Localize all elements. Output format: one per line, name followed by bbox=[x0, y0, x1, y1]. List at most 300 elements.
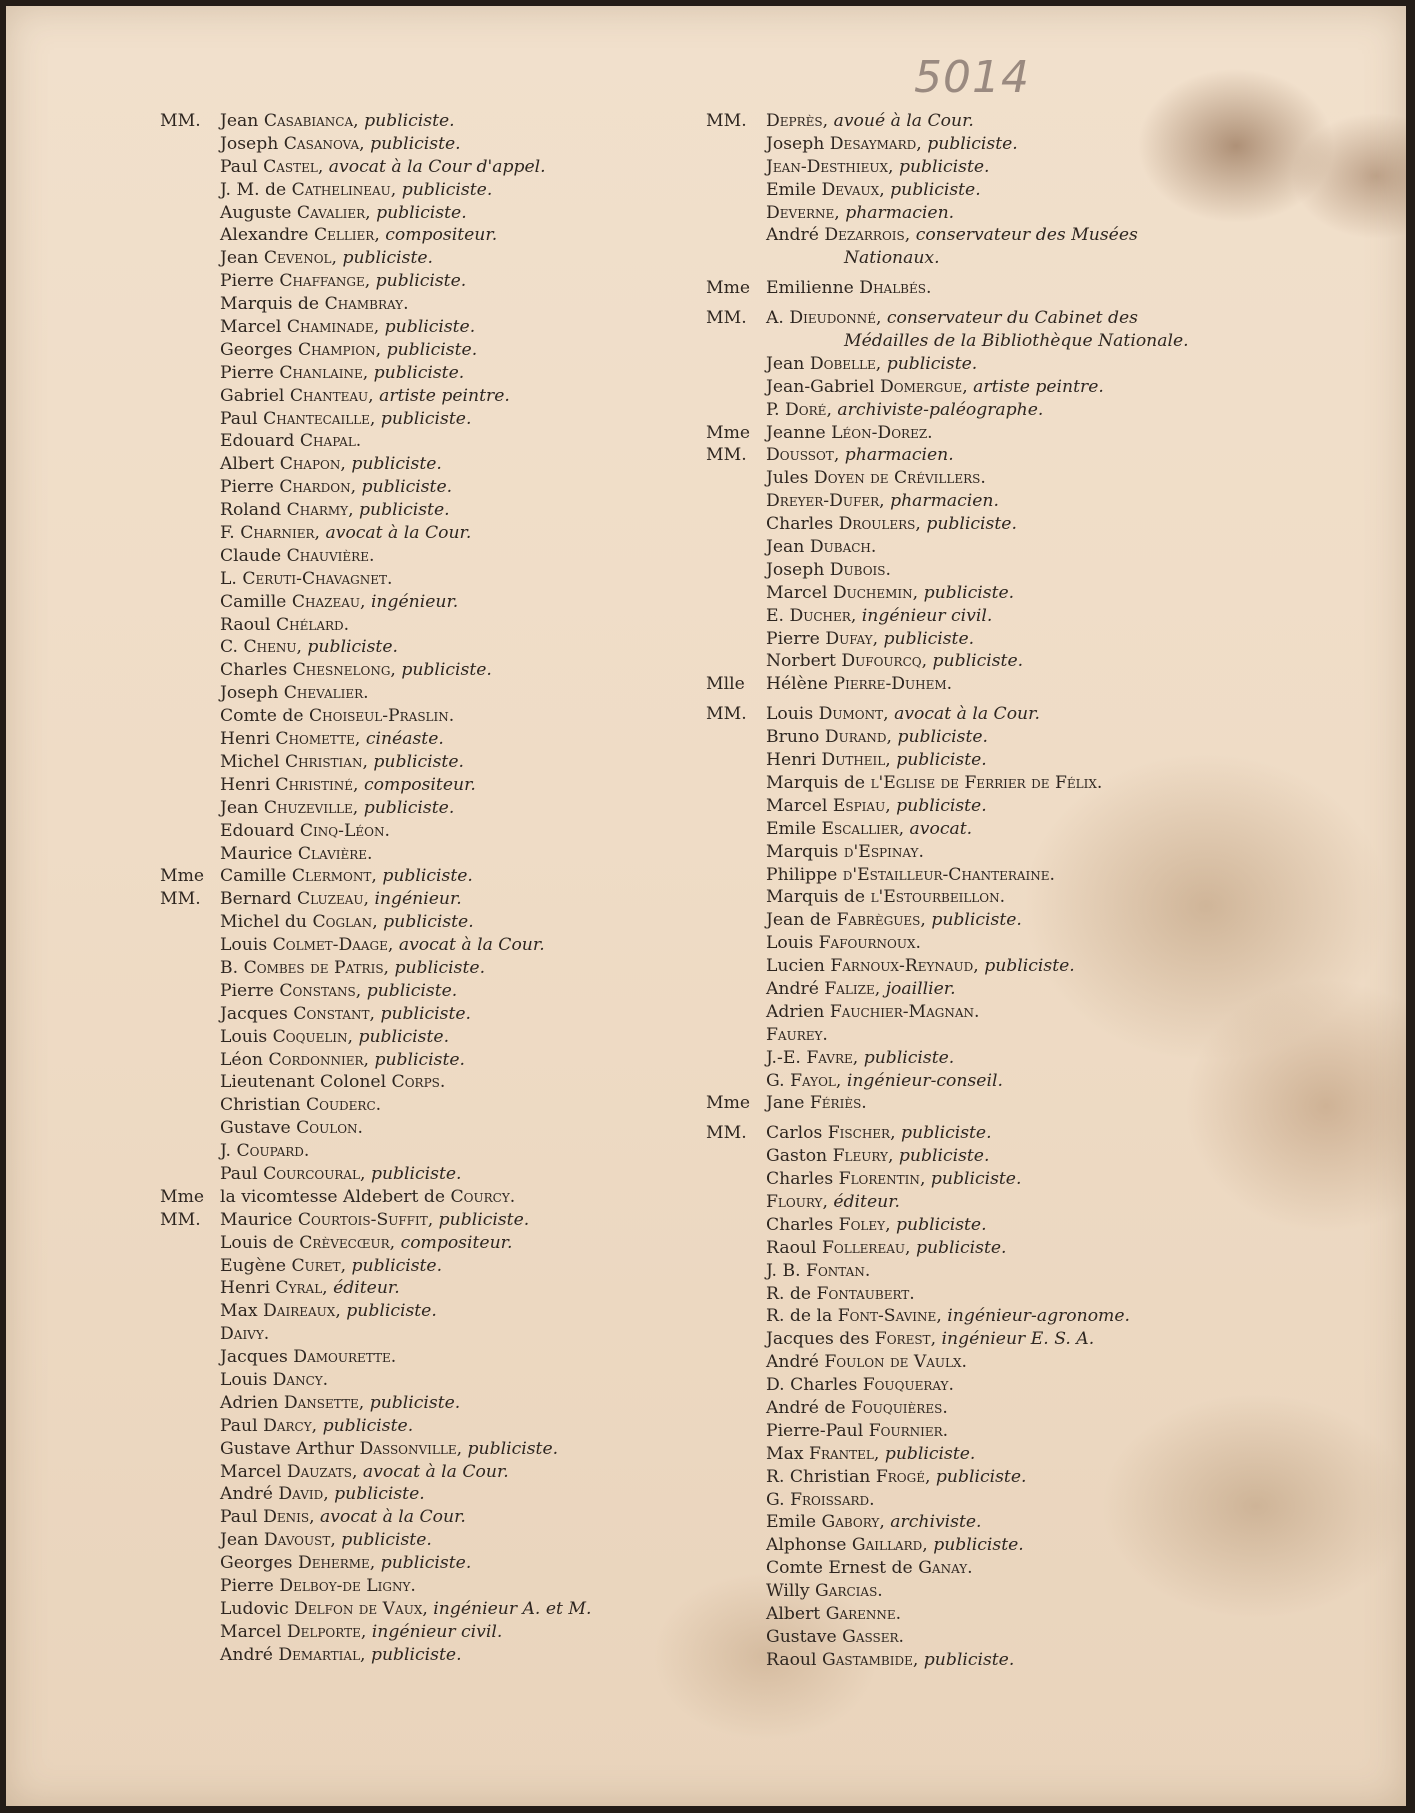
list-item: MM. Bernard Cluzeau, ingénieur. bbox=[160, 889, 462, 910]
entry-surname: Favre bbox=[806, 1047, 853, 1068]
entry-given-name: Henri bbox=[220, 1278, 270, 1299]
entry-occupation: artiste peintre. bbox=[973, 376, 1104, 397]
entry-occupation: publiciste. bbox=[926, 514, 1017, 535]
list-item: Norbert Dufourcq, publiciste. bbox=[766, 651, 1024, 672]
list-item: Charles Chesnelong, publiciste. bbox=[220, 660, 492, 681]
entry-given-name: Max bbox=[220, 1301, 258, 1322]
honorific-prefix: MM. bbox=[160, 1209, 201, 1230]
entry-occupation: publiciste. bbox=[342, 248, 434, 269]
entry-occupation: publiciste. bbox=[359, 500, 450, 521]
entry-surname: Chauvière. bbox=[286, 545, 375, 566]
entry-surname: Delporte bbox=[286, 1621, 361, 1642]
list-item bbox=[706, 559, 1266, 582]
entry-surname: Dobelle bbox=[809, 353, 876, 374]
entry-surname: Chantecaille bbox=[263, 408, 370, 429]
entry-given-name: Georges bbox=[220, 339, 293, 360]
list-item: Camille Chazeau, ingénieur. bbox=[220, 591, 459, 612]
list-item: Paul Castel, avocat à la Cour d'appel. bbox=[220, 156, 546, 177]
entry-surname: Cluzeau bbox=[297, 889, 364, 910]
entry-given-name: G. bbox=[766, 1489, 785, 1510]
entry-given-name: Pierre bbox=[766, 628, 820, 649]
list-item: Marcel Dauzats, avocat à la Cour. bbox=[220, 1461, 509, 1482]
list-item: André David, publiciste. bbox=[220, 1484, 425, 1505]
list-item: André Falize, joaillier. bbox=[766, 978, 956, 999]
entry-occupation: cinéaste. bbox=[365, 729, 444, 750]
list-item bbox=[706, 1580, 1266, 1603]
list-item: Henri Cyral, éditeur. bbox=[220, 1278, 400, 1299]
entry-given-name: Edouard bbox=[220, 431, 295, 452]
entry-given-name: Comte de bbox=[220, 706, 304, 727]
entry-given-name: D. Charles bbox=[766, 1375, 858, 1396]
entry-occupation: publiciste. bbox=[373, 751, 464, 772]
entry-given-name: Jean bbox=[220, 1530, 259, 1551]
entry-surname: Chanteau bbox=[289, 385, 369, 406]
entry-given-name: Jean-Gabriel bbox=[766, 376, 875, 397]
entry-surname: Chesnelong bbox=[292, 660, 391, 681]
entry-given-name: Marcel bbox=[220, 1461, 282, 1482]
entry-surname: Dumont bbox=[818, 704, 884, 725]
entry-given-name: Eugène bbox=[220, 1255, 287, 1276]
entry-occupation: publiciste. bbox=[932, 651, 1024, 672]
entry-given-name: Marcel bbox=[220, 317, 282, 338]
entry-surname: Chomette bbox=[275, 729, 355, 750]
honorific-prefix: Mme bbox=[706, 1093, 751, 1114]
list-item bbox=[160, 705, 720, 728]
entry-given-name: Carlos bbox=[766, 1123, 823, 1144]
entry-given-name: Bernard bbox=[220, 889, 292, 910]
entry-given-name: Joseph bbox=[220, 133, 279, 154]
entry-occupation: éditeur. bbox=[333, 1278, 400, 1299]
entry-surname: Curet bbox=[291, 1255, 341, 1276]
entry-given-name: Albert bbox=[220, 454, 275, 475]
entry-occupation: ingénieur-agronome. bbox=[947, 1306, 1130, 1327]
entry-given-name: Paul bbox=[220, 1163, 258, 1184]
entry-occupation: publiciste. bbox=[382, 866, 473, 887]
entry-occupation: publiciste. bbox=[467, 1438, 559, 1459]
entry-occupation: publiciste. bbox=[351, 1255, 443, 1276]
entry-given-name: C. bbox=[220, 637, 239, 658]
entry-given-name: Joseph bbox=[766, 559, 825, 580]
list-item: Paul Chantecaille, publiciste. bbox=[220, 408, 472, 429]
entry-occupation: publiciste. bbox=[930, 1169, 1022, 1190]
list-item: Lucien Farnoux-Reynaud, publiciste. bbox=[766, 956, 1075, 977]
entry-occupation: publiciste. bbox=[322, 1415, 414, 1436]
entry-surname: Dancy. bbox=[272, 1369, 329, 1390]
entry-given-name: Michel du bbox=[220, 912, 307, 933]
entry-occupation: publiciste. bbox=[898, 156, 990, 177]
entry-occupation: publiciste. bbox=[369, 1392, 461, 1413]
entry-given-name: Claude bbox=[220, 545, 282, 566]
entry-given-name: Henri bbox=[220, 729, 270, 750]
entry-surname: d'Espinay. bbox=[843, 841, 924, 862]
list-item: MM. Deprès, avoué à la Cour. bbox=[706, 111, 974, 131]
list-item: Louis Coquelin, publiciste. bbox=[220, 1026, 450, 1047]
list-item: Jean de Fabrègues, publiciste. bbox=[766, 910, 1022, 931]
list-item: Léon Cordonnier, publiciste. bbox=[220, 1049, 466, 1070]
list-item: Alexandre Cellier, compositeur. bbox=[220, 225, 498, 246]
entry-occupation: artiste peintre. bbox=[379, 385, 510, 406]
list-item bbox=[706, 330, 1266, 353]
entry-given-name: Pierre bbox=[220, 477, 274, 498]
entry-given-name: Paul bbox=[220, 1507, 258, 1528]
honorific-prefix: MM. bbox=[160, 111, 201, 131]
entry-surname: Gaillard bbox=[851, 1535, 923, 1556]
list-item: Emile Escallier, avocat. bbox=[766, 818, 973, 839]
list-item bbox=[706, 1001, 1266, 1024]
entry-surname: Fouqueray. bbox=[862, 1375, 954, 1396]
entry-occupation: ingénieur A. et M. bbox=[433, 1598, 592, 1619]
entry-surname: Dreyer-Dufer bbox=[766, 491, 880, 512]
list-item bbox=[706, 932, 1266, 955]
entry-given-name: Jacques des bbox=[766, 1329, 870, 1350]
list-item: B. Combes de Patris, publiciste. bbox=[220, 957, 486, 978]
entry-occupation: publiciste. bbox=[380, 1553, 472, 1574]
entry-surname: Couderc. bbox=[305, 1095, 382, 1116]
entry-occupation: pharmacien. bbox=[890, 491, 999, 512]
entry-surname: Doré bbox=[785, 399, 827, 420]
entry-surname: Frantel bbox=[809, 1443, 874, 1464]
list-item: Gaston Fleury, publiciste. bbox=[766, 1146, 990, 1167]
entry-surname: Ceruti-Chavagnet. bbox=[242, 568, 393, 589]
entry-surname: Clavière. bbox=[297, 843, 373, 864]
entry-occupation: publiciste. bbox=[346, 1301, 437, 1322]
entry-given-name: Emile bbox=[766, 818, 817, 839]
entry-given-name: Jacques bbox=[220, 1347, 288, 1368]
entry-surname: Cevenol bbox=[263, 248, 332, 269]
entry-occupation: publiciste. bbox=[375, 271, 467, 292]
entry-surname: Escallier bbox=[821, 818, 899, 839]
entry-given-name: Georges bbox=[220, 1553, 293, 1574]
entry-occupation: publiciste. bbox=[361, 477, 453, 498]
entry-surname: Corps. bbox=[391, 1072, 446, 1093]
entry-given-name: Louis de bbox=[220, 1232, 294, 1253]
list-item: MM. Doussot, pharmacien. bbox=[706, 445, 954, 466]
honorific-prefix: Mlle bbox=[706, 674, 745, 695]
entry-surname: Forest bbox=[874, 1329, 931, 1350]
entry-given-name: R. Christian bbox=[766, 1466, 871, 1487]
entry-given-name: Alphonse bbox=[766, 1535, 847, 1556]
list-item bbox=[160, 843, 720, 866]
entry-surname: Fleury bbox=[832, 1146, 888, 1167]
list-item bbox=[706, 1092, 1266, 1115]
entry-surname: Deherme bbox=[297, 1553, 370, 1574]
entry-surname: Cyral bbox=[275, 1278, 323, 1299]
entry-occupation: publiciste. bbox=[307, 637, 398, 658]
entry-surname: Chardon bbox=[279, 477, 351, 498]
list-item: Emile Gabory, archiviste. bbox=[766, 1512, 982, 1533]
list-item: Joseph Desaymard, publiciste. bbox=[766, 133, 1018, 154]
list-item: Albert Chapon, publiciste. bbox=[220, 454, 442, 475]
entry-occupation: publiciste. bbox=[394, 957, 486, 978]
entry-given-name: Jean bbox=[220, 248, 259, 269]
entry-occupation: ingénieur E. S. A. bbox=[941, 1329, 1095, 1350]
entry-occupation: publiciste. bbox=[883, 628, 975, 649]
entry-given-name: Louis bbox=[766, 933, 814, 954]
entry-surname: l'Eglise de Ferrier de Félix. bbox=[870, 772, 1103, 793]
list-item bbox=[706, 1420, 1266, 1443]
entry-occupation: publiciste. bbox=[386, 339, 478, 360]
list-item: Max Daireaux, publiciste. bbox=[220, 1301, 437, 1322]
entry-occupation: avoué à la Cour. bbox=[833, 111, 974, 131]
entry-surname: Colmet-Daage bbox=[272, 935, 388, 956]
entry-surname: Fournier. bbox=[868, 1420, 949, 1441]
entry-occupation: publiciste. bbox=[370, 133, 461, 154]
entry-given-name: G. bbox=[766, 1070, 785, 1091]
list-item bbox=[706, 1489, 1266, 1512]
entry-occupation: publiciste. bbox=[890, 179, 981, 200]
entry-occupation: publiciste. bbox=[401, 179, 493, 200]
entry-continuation: Médailles de la Bibliothèque Nationale. bbox=[844, 331, 1189, 352]
list-item: Joseph Casanova, publiciste. bbox=[220, 133, 461, 154]
entry-given-name: R. de bbox=[766, 1283, 812, 1304]
entry-given-name: Jacques bbox=[220, 1003, 288, 1024]
list-item bbox=[160, 1094, 720, 1117]
list-item bbox=[706, 1351, 1266, 1374]
list-item: Charles Florentin, publiciste. bbox=[766, 1169, 1022, 1190]
document-page bbox=[6, 6, 1406, 1806]
entry-occupation: publiciste. bbox=[383, 912, 474, 933]
entry-surname: Constant bbox=[293, 1003, 370, 1024]
entry-given-name: Max bbox=[766, 1443, 804, 1464]
list-item: Pierre Chaffange, publiciste. bbox=[220, 271, 467, 292]
entry-occupation: publiciste. bbox=[898, 1146, 990, 1167]
list-item: Max Frantel, publiciste. bbox=[766, 1443, 976, 1464]
entry-given-name: Louis bbox=[766, 704, 814, 725]
entry-given-name: Christian bbox=[220, 1095, 301, 1116]
entry-occupation: publiciste. bbox=[334, 1484, 425, 1505]
entry-given-name: Henri bbox=[766, 750, 816, 771]
entry-surname: Dauzats bbox=[286, 1461, 352, 1482]
list-item bbox=[706, 1374, 1266, 1397]
honorific-prefix: MM. bbox=[706, 445, 747, 466]
list-item: Adrien Dansette, publiciste. bbox=[220, 1392, 461, 1413]
entry-surname: Garcias. bbox=[815, 1581, 883, 1602]
entry-given-name: Roland bbox=[220, 500, 282, 521]
entry-surname: Daivy. bbox=[220, 1324, 270, 1345]
entry-surname: Droulers bbox=[838, 514, 916, 535]
entry-occupation: publiciste. bbox=[380, 1003, 472, 1024]
entry-given-name: Adrien bbox=[766, 1001, 825, 1022]
entry-surname: Dansette bbox=[283, 1392, 359, 1413]
entry-given-name: J. M. de bbox=[220, 179, 287, 200]
entry-surname: Gabory bbox=[821, 1512, 880, 1533]
entry-surname: Charnier bbox=[240, 523, 315, 544]
entry-given-name: Louis bbox=[220, 1369, 268, 1390]
entry-surname: Cinq-Léon. bbox=[299, 820, 390, 841]
list-item: J.-E. Favre, publiciste. bbox=[766, 1047, 955, 1068]
list-item: Jean Dobelle, publiciste. bbox=[766, 353, 978, 374]
entry-surname: Fayol bbox=[790, 1070, 836, 1091]
entry-occupation: publiciste. bbox=[376, 202, 467, 223]
list-item bbox=[160, 1186, 720, 1209]
entry-surname: Courtois-Suffit bbox=[297, 1209, 428, 1230]
right-column bbox=[706, 110, 1266, 1672]
entry-occupation: compositeur. bbox=[400, 1232, 513, 1253]
list-item bbox=[160, 614, 720, 637]
entry-occupation: publiciste. bbox=[935, 1466, 1027, 1487]
entry-surname: Chevalier. bbox=[283, 683, 369, 704]
entry-occupation: publiciste. bbox=[341, 1530, 432, 1551]
entry-given-name: Jean de bbox=[766, 910, 832, 931]
list-item bbox=[706, 1603, 1266, 1626]
entry-occupation: conservateur des Musées bbox=[915, 225, 1138, 246]
entry-given-name: B. bbox=[220, 957, 239, 978]
list-item: Marcel Duchemin, publiciste. bbox=[766, 582, 1015, 603]
entry-given-name: André bbox=[766, 1352, 819, 1373]
entry-surname: Froissard. bbox=[790, 1489, 875, 1510]
entry-surname: Castel bbox=[263, 156, 318, 177]
honorific-prefix: Mme bbox=[706, 278, 751, 299]
entry-surname: Fischer bbox=[827, 1123, 891, 1144]
entry-given-name: André bbox=[766, 978, 819, 999]
entry-surname: Farnoux-Reynaud bbox=[830, 956, 974, 977]
entry-surname: Delboy-de Ligny. bbox=[279, 1576, 416, 1596]
entry-surname: Falize bbox=[824, 978, 875, 999]
entry-occupation: publiciste. bbox=[370, 1163, 462, 1184]
entry-occupation: ingénieur civil. bbox=[861, 605, 993, 626]
entry-given-name: Charles bbox=[766, 1169, 834, 1190]
entry-surname: Coupard. bbox=[236, 1141, 310, 1162]
list-item bbox=[706, 1397, 1266, 1420]
entry-occupation: pharmacien. bbox=[845, 202, 955, 223]
entry-surname: Dhalbés. bbox=[859, 278, 932, 299]
list-item: Mme Camille Clermont, publiciste. bbox=[160, 866, 473, 887]
honorific-prefix: MM. bbox=[160, 889, 201, 910]
entry-occupation: publiciste. bbox=[373, 362, 465, 383]
entry-occupation: publiciste. bbox=[984, 956, 1075, 977]
list-item: MM. Louis Dumont, avocat à la Cour. bbox=[706, 704, 1040, 725]
list-item: André Demartial, publiciste. bbox=[220, 1644, 462, 1665]
entry-given-name: Louis bbox=[220, 935, 268, 956]
entry-occupation: avocat à la Cour d'appel. bbox=[328, 156, 546, 177]
entry-surname: Coulon. bbox=[296, 1118, 363, 1139]
entry-given-name: J. B. bbox=[766, 1260, 801, 1281]
honorific-prefix: MM. bbox=[706, 1123, 747, 1144]
entry-surname: Casanova bbox=[283, 133, 360, 154]
list-item bbox=[706, 1626, 1266, 1649]
entry-occupation: publiciste. bbox=[896, 1214, 987, 1235]
entry-occupation: avocat à la Cour. bbox=[398, 935, 545, 956]
list-item bbox=[706, 277, 1266, 300]
entry-given-name: Louis bbox=[220, 1026, 268, 1047]
entry-given-name: Willy bbox=[766, 1581, 810, 1602]
entry-occupation: avocat à la Cour. bbox=[894, 704, 1040, 725]
list-item bbox=[706, 1557, 1266, 1580]
entry-occupation: publiciste. bbox=[380, 408, 472, 429]
entry-occupation: publiciste. bbox=[401, 660, 492, 681]
entry-occupation: publiciste. bbox=[896, 795, 987, 816]
entry-surname: Garenne. bbox=[825, 1604, 902, 1624]
entry-given-name: Jeanne bbox=[766, 422, 826, 443]
entry-surname: Font-Savine bbox=[837, 1306, 937, 1327]
entry-surname: Chapal. bbox=[299, 431, 362, 452]
list-item: MM. A. Dieudonné, conservateur du Cabinet des bbox=[706, 308, 1138, 329]
entry-occupation: avocat. bbox=[909, 818, 973, 839]
list-item: R. de la Font-Savine, ingénieur-agronome. bbox=[766, 1306, 1130, 1327]
list-item bbox=[706, 841, 1266, 864]
entry-occupation: publiciste. bbox=[923, 1649, 1015, 1670]
entry-occupation: publiciste. bbox=[384, 317, 476, 338]
list-item: Paul Denis, avocat à la Cour. bbox=[220, 1507, 466, 1528]
list-item bbox=[706, 886, 1266, 909]
entry-surname: Fontan. bbox=[806, 1260, 871, 1281]
entry-surname: Foley bbox=[838, 1214, 886, 1235]
entry-given-name: Michel bbox=[220, 751, 280, 772]
entry-occupation: publiciste. bbox=[374, 1049, 466, 1070]
entry-given-name: Adrien bbox=[220, 1392, 279, 1413]
entry-surname: Floury bbox=[766, 1191, 823, 1212]
entry-occupation: publiciste. bbox=[438, 1209, 530, 1230]
entry-occupation: joaillier. bbox=[885, 978, 956, 999]
entry-surname: Ducher bbox=[789, 605, 851, 626]
entry-surname: Dufay bbox=[825, 628, 873, 649]
entry-occupation: publiciste. bbox=[933, 1535, 1024, 1556]
entry-given-name: Jean bbox=[766, 537, 805, 558]
entry-occupation: publiciste. bbox=[351, 454, 442, 475]
entry-surname: Combes de Patris bbox=[243, 957, 384, 978]
entry-surname: Chanlaine bbox=[279, 362, 363, 383]
list-item: MM. Jean Casabianca, publiciste. bbox=[160, 111, 455, 131]
entry-surname: Dutheil bbox=[821, 750, 886, 771]
entry-occupation: avocat à la Cour. bbox=[362, 1461, 509, 1482]
list-item bbox=[160, 293, 720, 316]
list-item: Michel Christian, publiciste. bbox=[220, 751, 464, 772]
list-item: Floury, éditeur. bbox=[766, 1191, 900, 1212]
entry-surname: Davoust bbox=[263, 1530, 331, 1551]
entry-given-name: Gustave Arthur bbox=[220, 1438, 355, 1459]
entry-surname: Coglan bbox=[312, 912, 373, 933]
entry-surname: Chaminade bbox=[286, 317, 374, 338]
entry-surname: Doussot bbox=[766, 445, 834, 466]
entry-given-name: André bbox=[220, 1644, 273, 1665]
entry-occupation: publiciste. bbox=[927, 133, 1018, 154]
entry-given-name: Ludovic bbox=[220, 1598, 289, 1619]
entry-given-name: Lucien bbox=[766, 956, 825, 977]
list-item: Gabriel Chanteau, artiste peintre. bbox=[220, 385, 510, 406]
pencil-annotation: 5014 bbox=[914, 52, 1030, 103]
entry-surname: Fafournoux. bbox=[818, 933, 921, 954]
entry-surname: Chapon bbox=[279, 454, 341, 475]
entry-surname: Coquelin bbox=[272, 1026, 348, 1047]
entry-given-name: Marquis de bbox=[220, 294, 320, 315]
entry-occupation: ingénieur. bbox=[370, 591, 459, 612]
list-item: Henri Dutheil, publiciste. bbox=[766, 750, 987, 771]
list-item bbox=[706, 673, 1266, 696]
entry-given-name: Edouard bbox=[220, 820, 295, 841]
entry-surname: Dezarrois bbox=[824, 225, 905, 246]
entry-surname: Cavalier bbox=[296, 202, 366, 223]
entry-occupation: publiciste. bbox=[896, 750, 987, 771]
list-item: Georges Champion, publiciste. bbox=[220, 339, 478, 360]
entry-occupation: publiciste. bbox=[370, 1644, 462, 1665]
list-item bbox=[160, 1140, 720, 1163]
list-item: Marcel Espiau, publiciste. bbox=[766, 795, 987, 816]
list-item bbox=[706, 772, 1266, 795]
entry-surname: Domergue bbox=[880, 376, 963, 397]
list-item: MM. Carlos Fischer, publiciste. bbox=[706, 1123, 992, 1144]
entry-given-name: Hélène bbox=[766, 674, 829, 695]
entry-given-name: Paul bbox=[220, 408, 258, 429]
list-item: P. Doré, archiviste-paléographe. bbox=[766, 399, 1044, 420]
entry-given-name: Joseph bbox=[766, 133, 825, 154]
entry-given-name: Maurice bbox=[220, 1209, 293, 1230]
entry-surname: Doyen de Crévillers. bbox=[813, 468, 986, 489]
entry-surname: Chazeau bbox=[291, 591, 360, 612]
list-item: Marcel Delporte, ingénieur civil. bbox=[220, 1621, 503, 1642]
entry-given-name: Joseph bbox=[220, 683, 279, 704]
entry-surname: Casabianca bbox=[263, 111, 354, 131]
entry-given-name: Marcel bbox=[766, 795, 828, 816]
